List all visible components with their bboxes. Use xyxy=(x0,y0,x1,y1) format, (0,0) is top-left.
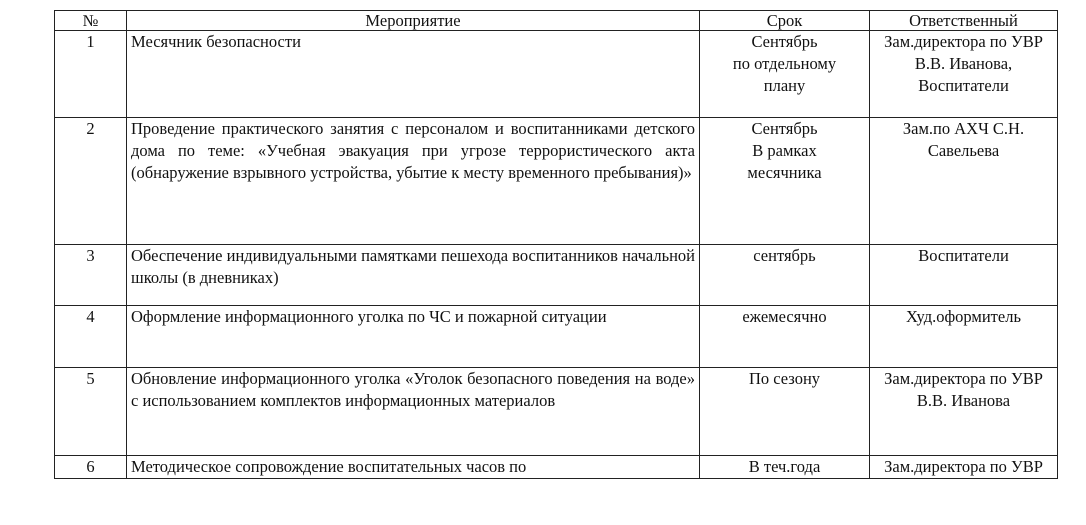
header-term: Срок xyxy=(700,11,870,31)
activities-table xyxy=(54,10,1058,479)
responsible-cell xyxy=(870,306,1058,368)
event-cell: Проведение практического занятия с персоналом и воспитанниками детского дома по теме: «Учебная эвакуация при угрозе террористического акта (обнаружение взрывного устройства, убытие к месту временного пребывания)» xyxy=(127,118,700,245)
term-line: По сезону xyxy=(748,369,821,388)
responsible-line: Воспитатели xyxy=(918,76,1009,95)
table-row xyxy=(55,306,1058,368)
row-number: 5 xyxy=(55,368,127,456)
term-line: плану xyxy=(763,76,806,95)
responsible-line: В.В. Иванова, xyxy=(914,54,1013,73)
table-row xyxy=(55,118,1058,245)
term-cell xyxy=(700,245,870,306)
row-number: 3 xyxy=(55,245,127,306)
responsible-line: Воспитатели xyxy=(918,246,1009,265)
row-number: 1 xyxy=(55,31,127,118)
responsible-line: Худ.оформитель xyxy=(906,307,1021,326)
header-num: № xyxy=(55,11,127,31)
event-cell: Месячник безопасности xyxy=(127,31,700,118)
event-cell: Оформление информационного уголка по ЧС и пожарной ситуации xyxy=(127,306,700,368)
term-line: месячника xyxy=(747,163,822,182)
responsible-line: Зам.по АХЧ С.Н. Савельева xyxy=(902,119,1025,160)
table-row xyxy=(55,245,1058,306)
term-cell xyxy=(700,31,870,118)
term-cell xyxy=(700,368,870,456)
term-cell xyxy=(700,118,870,245)
responsible-cell xyxy=(870,456,1058,479)
event-cell: Обеспечение индивидуальными памятками пешехода воспитанников начальной школы (в дневниках) xyxy=(127,245,700,306)
table-row xyxy=(55,368,1058,456)
row-number: 6 xyxy=(55,456,127,479)
term-line: В рамках xyxy=(752,141,817,160)
responsible-cell xyxy=(870,245,1058,306)
header-responsible: Ответственный xyxy=(870,11,1058,31)
term-cell xyxy=(700,456,870,479)
responsible-line: Зам.директора по УВР xyxy=(884,457,1043,476)
event-cell: Обновление информационного уголка «Уголок безопасного поведения на воде» с использованием комплектов информационных материалов xyxy=(127,368,700,456)
header-event: Мероприятие xyxy=(127,11,700,31)
table-header-row xyxy=(55,11,1058,31)
term-cell xyxy=(700,306,870,368)
responsible-line: Зам.директора по УВР xyxy=(884,369,1043,388)
term-line: В теч.года xyxy=(748,457,821,476)
term-line: ежемесячно xyxy=(742,307,827,326)
term-line: Сентябрь xyxy=(751,32,818,51)
term-line: сентябрь xyxy=(753,246,816,265)
term-line: по отдельному xyxy=(732,54,837,73)
table-row xyxy=(55,31,1058,118)
row-number: 4 xyxy=(55,306,127,368)
responsible-cell xyxy=(870,118,1058,245)
responsible-line: В.В. Иванова xyxy=(916,391,1011,410)
responsible-cell xyxy=(870,368,1058,456)
row-number: 2 xyxy=(55,118,127,245)
event-cell: Методическое сопровождение воспитательных часов по xyxy=(127,456,700,479)
responsible-line: Зам.директора по УВР xyxy=(884,32,1043,51)
responsible-cell xyxy=(870,31,1058,118)
table-row xyxy=(55,456,1058,479)
term-line: Сентябрь xyxy=(751,119,818,138)
